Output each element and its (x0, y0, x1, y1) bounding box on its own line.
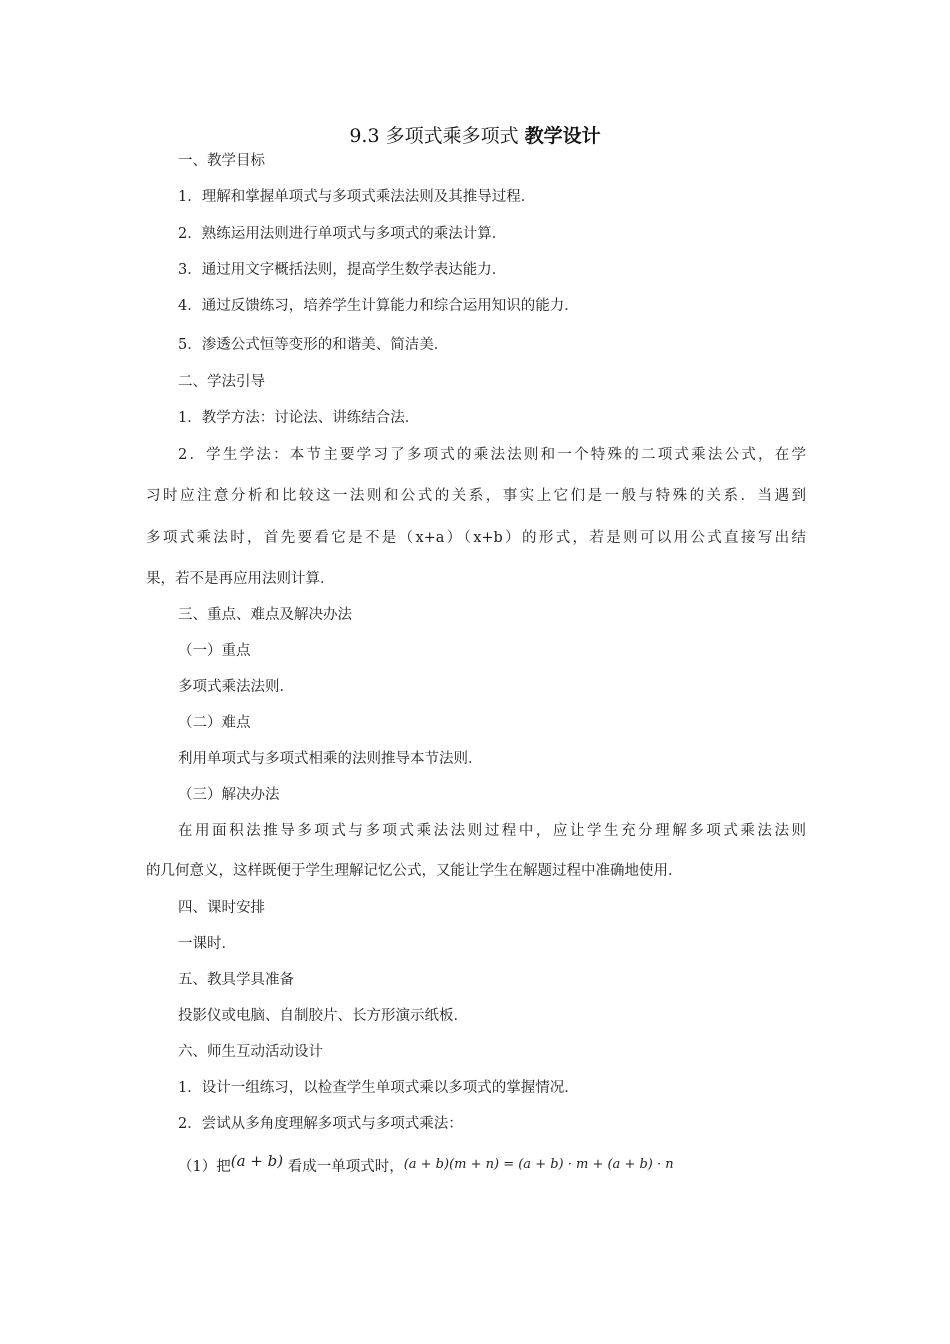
objective-item: 3．通过用文字概括法则，提高学生数学表达能力． (178, 262, 507, 278)
section-heading-activities: 六、师生互动活动设计 (178, 1044, 323, 1060)
subheading-difficulty: （二）难点 (178, 715, 251, 731)
activity-item: 1．设计一组练习，以检查学生单项式乘以多项式的掌握情况． (178, 1080, 579, 1096)
methods-paragraph-line: 2．学生学法：本节主要学习了多项式的乘法法则和一个特殊的二项式乘法公式，在学 (178, 447, 806, 463)
section-heading-key-points: 三、重点、难点及解决办法 (178, 607, 352, 623)
subheading-key: （一）重点 (178, 643, 251, 659)
section-heading-materials: 五、教具学具准备 (178, 972, 294, 988)
document-title (0, 122, 950, 150)
section-heading-objectives: 一、教学目标 (178, 153, 265, 169)
objective-item: 4．通过反馈练习，培养学生计算能力和综合运用知识的能力． (178, 298, 579, 314)
methods-item: 1．教学方法：讨论法、讲练结合法． (178, 410, 420, 426)
difficulty-text: 利用单项式与多项式相乘的法则推导本节法则． (178, 751, 483, 767)
activity-subitem-formula (178, 1149, 674, 1179)
schedule-text: 一课时． (178, 936, 236, 952)
methods-paragraph-line: 习时应注意分析和比较这一法则和公式的关系，事实上它们是一般与特殊的关系．当遇到 (146, 488, 806, 504)
methods-paragraph-line: 果，若不是再应用法则计算． (146, 571, 335, 587)
title-text: 9.3 多项式乘多项式 (349, 125, 519, 147)
activity-item: 2．尝试从多角度理解多项式与多项式乘法： (178, 1116, 463, 1132)
subitem-prefix: （1）把 (178, 1159, 231, 1175)
subheading-solution: （三）解决办法 (178, 787, 280, 803)
binomial-term: (a + b) (230, 1152, 284, 1170)
methods-paragraph-line: 多项式乘法时，首先要看它是不是（x+a）（x+b）的形式，若是则可以用公式直接写出结 (146, 530, 806, 546)
title-bold-text: 教学设计 (524, 125, 601, 147)
expansion-formula: (a + b)(m + n) = (a + b) · m + (a + b) · n (403, 1157, 674, 1172)
subitem-middle: 看成一单项式时， (283, 1159, 404, 1175)
materials-text: 投影仪或电脑、自制胶片、长方形演示纸板． (178, 1008, 468, 1024)
objective-item: 2．熟练运用法则进行单项式与多项式的乘法计算． (178, 226, 507, 242)
objective-item: 5．渗透公式恒等变形的和谐美、简洁美． (178, 337, 449, 353)
section-heading-methods: 二、学法引导 (178, 374, 265, 390)
key-point-text: 多项式乘法法则． (178, 679, 294, 695)
objective-item: 1．理解和掌握单项式与多项式乘法法则及其推导过程． (178, 189, 536, 205)
solution-paragraph-line: 在用面积法推导多项式与多项式乘法法则过程中，应让学生充分理解多项式乘法法则 (178, 823, 806, 839)
section-heading-schedule: 四、课时安排 (178, 900, 265, 916)
solution-paragraph-line: 的几何意义，这样既便于学生理解记忆公式，又能让学生在解题过程中准确地使用． (146, 863, 683, 879)
